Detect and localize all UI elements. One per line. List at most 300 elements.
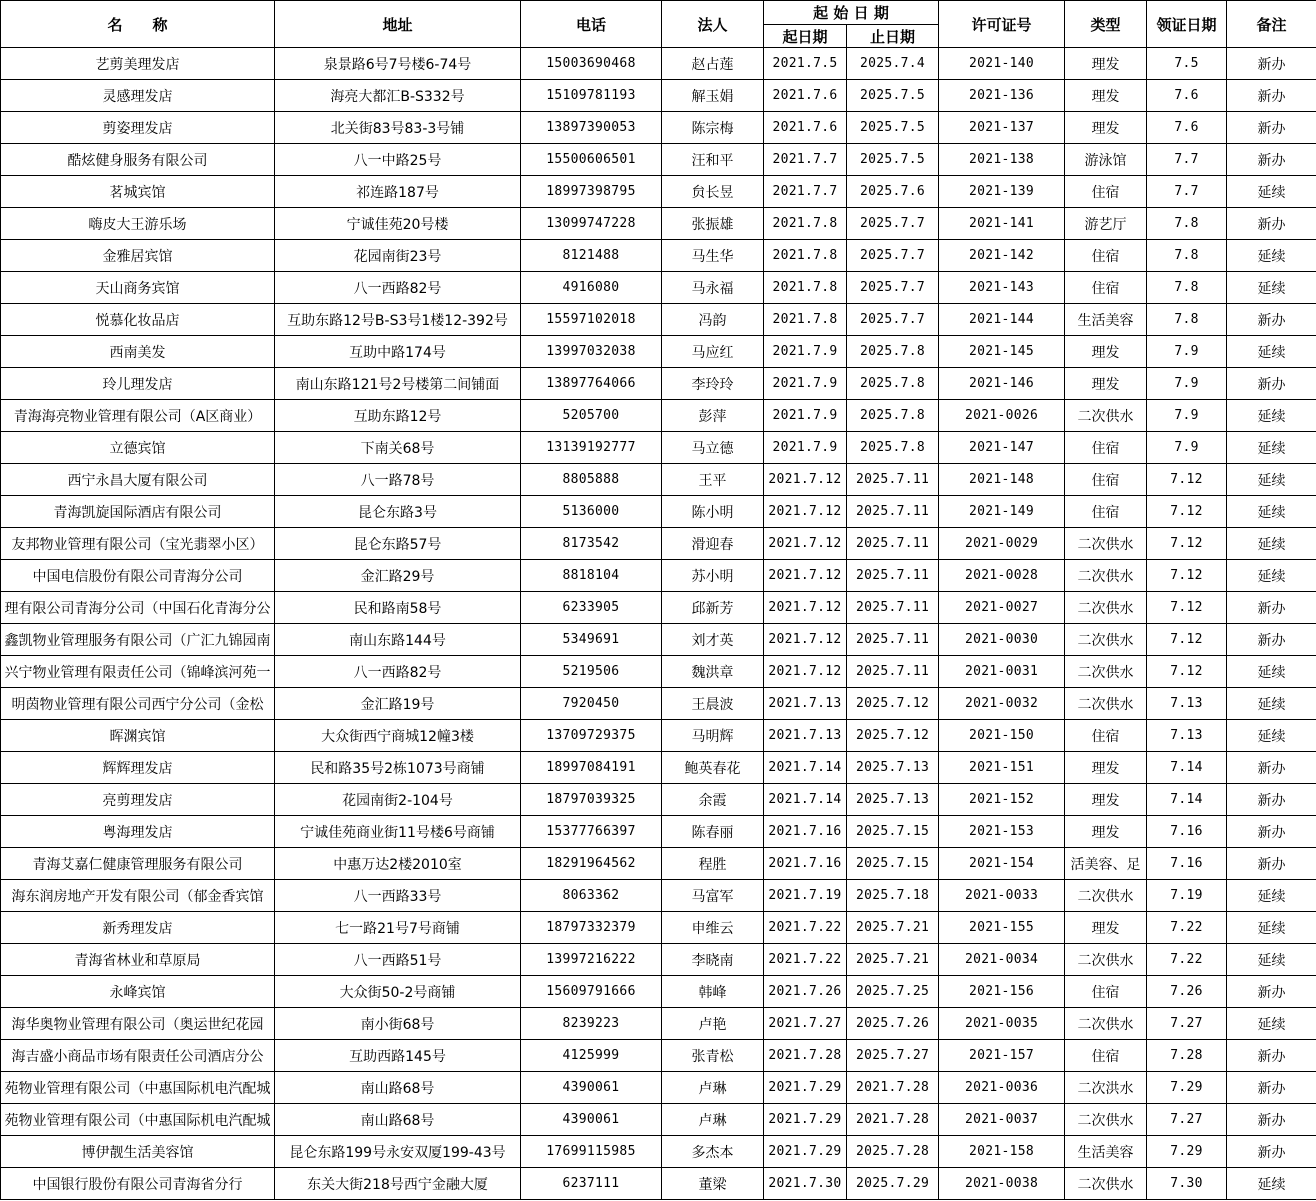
cell-end-date: 2021.7.28 xyxy=(847,1072,939,1104)
table-row xyxy=(1,112,1316,144)
cell-license-number: 2021-0034 xyxy=(939,944,1065,976)
cell-start-date: 2021.7.12 xyxy=(764,560,847,592)
cell-type: 理发 xyxy=(1065,80,1147,112)
header-type: 类型 xyxy=(1065,1,1147,48)
header-start-date: 起日期 xyxy=(764,25,847,48)
cell-legal-person: 马永福 xyxy=(662,272,764,304)
cell-license-number: 2021-140 xyxy=(939,48,1065,80)
header-receive-date: 领证日期 xyxy=(1147,1,1227,48)
cell-type: 住宿 xyxy=(1065,432,1147,464)
cell-remark: 延续 xyxy=(1227,464,1316,496)
cell-phone: 5205700 xyxy=(521,400,662,432)
cell-receive-date: 7.12 xyxy=(1147,496,1227,528)
table-row xyxy=(1,976,1316,1008)
cell-name: 玲儿理发店 xyxy=(1,368,275,400)
cell-address: 南山路68号 xyxy=(275,1072,521,1104)
cell-license-number: 2021-0033 xyxy=(939,880,1065,912)
cell-type: 生活美容 xyxy=(1065,1136,1147,1168)
cell-start-date: 2021.7.12 xyxy=(764,464,847,496)
cell-license-number: 2021-0029 xyxy=(939,528,1065,560)
cell-receive-date: 7.27 xyxy=(1147,1104,1227,1136)
cell-license-number: 2021-158 xyxy=(939,1136,1065,1168)
cell-receive-date: 7.8 xyxy=(1147,304,1227,336)
cell-license-number: 2021-0037 xyxy=(939,1104,1065,1136)
cell-remark: 新办 xyxy=(1227,1136,1316,1168)
cell-legal-person: 赵占莲 xyxy=(662,48,764,80)
cell-name: 西宁永昌大厦有限公司 xyxy=(1,464,275,496)
cell-license-number: 2021-141 xyxy=(939,208,1065,240)
cell-legal-person: 多杰本 xyxy=(662,1136,764,1168)
cell-name: 博伊靓生活美容馆 xyxy=(1,1136,275,1168)
cell-type: 二次供水 xyxy=(1065,880,1147,912)
cell-legal-person: 陈宗梅 xyxy=(662,112,764,144)
cell-legal-person: 李晓南 xyxy=(662,944,764,976)
cell-remark: 延续 xyxy=(1227,336,1316,368)
cell-type: 理发 xyxy=(1065,784,1147,816)
table-body xyxy=(1,48,1316,1200)
cell-type: 住宿 xyxy=(1065,240,1147,272)
cell-receive-date: 7.13 xyxy=(1147,720,1227,752)
cell-type: 二次洪水 xyxy=(1065,1072,1147,1104)
table-row xyxy=(1,1136,1316,1168)
cell-receive-date: 7.29 xyxy=(1147,1136,1227,1168)
cell-phone: 15003690468 xyxy=(521,48,662,80)
cell-address: 大众街50-2号商铺 xyxy=(275,976,521,1008)
cell-name: 灵感理发店 xyxy=(1,80,275,112)
cell-address: 海亮大都汇B-S332号 xyxy=(275,80,521,112)
cell-start-date: 2021.7.26 xyxy=(764,976,847,1008)
cell-remark: 新办 xyxy=(1227,592,1316,624)
cell-address: 南小街68号 xyxy=(275,1008,521,1040)
cell-type: 二次供水 xyxy=(1065,592,1147,624)
cell-phone: 4390061 xyxy=(521,1072,662,1104)
table-row xyxy=(1,368,1316,400)
cell-start-date: 2021.7.9 xyxy=(764,336,847,368)
cell-phone: 15377766397 xyxy=(521,816,662,848)
cell-remark: 延续 xyxy=(1227,240,1316,272)
cell-license-number: 2021-148 xyxy=(939,464,1065,496)
cell-receive-date: 7.7 xyxy=(1147,144,1227,176)
table-row xyxy=(1,912,1316,944)
cell-phone: 13099747228 xyxy=(521,208,662,240)
table-row xyxy=(1,752,1316,784)
cell-name: 立德宾馆 xyxy=(1,432,275,464)
cell-license-number: 2021-157 xyxy=(939,1040,1065,1072)
cell-remark: 新办 xyxy=(1227,368,1316,400)
table-row xyxy=(1,432,1316,464)
cell-address: 昆仑东路199号永安双厦199-43号 xyxy=(275,1136,521,1168)
header-date-range: 起 始 日 期 xyxy=(764,1,939,25)
header-name: 名 称 xyxy=(1,1,275,48)
table-row xyxy=(1,176,1316,208)
cell-remark: 新办 xyxy=(1227,208,1316,240)
cell-license-number: 2021-145 xyxy=(939,336,1065,368)
cell-type: 理发 xyxy=(1065,368,1147,400)
cell-start-date: 2021.7.14 xyxy=(764,784,847,816)
cell-end-date: 2025.7.21 xyxy=(847,944,939,976)
cell-end-date: 2025.7.7 xyxy=(847,208,939,240)
cell-address: 东关大街218号西宁金融大厦 xyxy=(275,1168,521,1200)
table-row xyxy=(1,528,1316,560)
cell-end-date: 2025.7.11 xyxy=(847,528,939,560)
cell-phone: 18291964562 xyxy=(521,848,662,880)
cell-remark: 新办 xyxy=(1227,80,1316,112)
cell-remark: 新办 xyxy=(1227,848,1316,880)
cell-phone: 4390061 xyxy=(521,1104,662,1136)
cell-phone: 8818104 xyxy=(521,560,662,592)
cell-receive-date: 7.16 xyxy=(1147,848,1227,880)
table-row xyxy=(1,656,1316,688)
cell-end-date: 2021.7.28 xyxy=(847,1104,939,1136)
cell-address: 八一西路51号 xyxy=(275,944,521,976)
cell-legal-person: 李玲玲 xyxy=(662,368,764,400)
cell-type: 理发 xyxy=(1065,48,1147,80)
cell-name: 辉辉理发店 xyxy=(1,752,275,784)
cell-legal-person: 刘才英 xyxy=(662,624,764,656)
cell-receive-date: 7.6 xyxy=(1147,112,1227,144)
cell-end-date: 2025.7.15 xyxy=(847,816,939,848)
table-row xyxy=(1,144,1316,176)
cell-remark: 延续 xyxy=(1227,944,1316,976)
cell-end-date: 2025.7.12 xyxy=(847,688,939,720)
cell-type: 住宿 xyxy=(1065,976,1147,1008)
cell-legal-person: 程胜 xyxy=(662,848,764,880)
cell-address: 金汇路19号 xyxy=(275,688,521,720)
cell-address: 大众街西宁商城12幢3楼 xyxy=(275,720,521,752)
cell-name: 青海省林业和草原局 xyxy=(1,944,275,976)
cell-start-date: 2021.7.30 xyxy=(764,1168,847,1200)
cell-phone: 6237111 xyxy=(521,1168,662,1200)
table-row xyxy=(1,80,1316,112)
cell-legal-person: 马应红 xyxy=(662,336,764,368)
cell-remark: 新办 xyxy=(1227,624,1316,656)
cell-end-date: 2025.7.13 xyxy=(847,784,939,816)
cell-start-date: 2021.7.12 xyxy=(764,624,847,656)
cell-address: 民和路35号2栋1073号商铺 xyxy=(275,752,521,784)
cell-legal-person: 彭萍 xyxy=(662,400,764,432)
cell-end-date: 2025.7.11 xyxy=(847,592,939,624)
cell-start-date: 2021.7.19 xyxy=(764,880,847,912)
cell-remark: 延续 xyxy=(1227,432,1316,464)
cell-name: 西南美发 xyxy=(1,336,275,368)
cell-name: 理有限公司青海分公司（中国石化青海分公 xyxy=(1,592,275,624)
cell-start-date: 2021.7.12 xyxy=(764,528,847,560)
cell-type: 活美容、足 xyxy=(1065,848,1147,880)
cell-end-date: 2025.7.11 xyxy=(847,656,939,688)
cell-start-date: 2021.7.9 xyxy=(764,432,847,464)
cell-end-date: 2025.7.26 xyxy=(847,1008,939,1040)
table-row xyxy=(1,880,1316,912)
cell-name: 艺剪美理发店 xyxy=(1,48,275,80)
cell-legal-person: 马富军 xyxy=(662,880,764,912)
cell-type: 住宿 xyxy=(1065,496,1147,528)
header-phone: 电话 xyxy=(521,1,662,48)
cell-address: 八一路78号 xyxy=(275,464,521,496)
table-row xyxy=(1,1040,1316,1072)
cell-address: 金汇路29号 xyxy=(275,560,521,592)
cell-address: 互助东路12号B-S3号1楼12-392号 xyxy=(275,304,521,336)
cell-remark: 延续 xyxy=(1227,176,1316,208)
cell-phone: 8063362 xyxy=(521,880,662,912)
cell-receive-date: 7.29 xyxy=(1147,1072,1227,1104)
cell-legal-person: 卢艳 xyxy=(662,1008,764,1040)
cell-license-number: 2021-0030 xyxy=(939,624,1065,656)
cell-start-date: 2021.7.8 xyxy=(764,208,847,240)
cell-license-number: 2021-142 xyxy=(939,240,1065,272)
cell-address: 互助中路174号 xyxy=(275,336,521,368)
cell-name: 晖渊宾馆 xyxy=(1,720,275,752)
cell-name: 永峰宾馆 xyxy=(1,976,275,1008)
cell-receive-date: 7.8 xyxy=(1147,272,1227,304)
cell-end-date: 2025.7.6 xyxy=(847,176,939,208)
cell-type: 理发 xyxy=(1065,112,1147,144)
cell-start-date: 2021.7.6 xyxy=(764,80,847,112)
cell-end-date: 2025.7.28 xyxy=(847,1136,939,1168)
table-row xyxy=(1,1008,1316,1040)
table-row xyxy=(1,1104,1316,1136)
cell-start-date: 2021.7.12 xyxy=(764,592,847,624)
cell-phone: 8173542 xyxy=(521,528,662,560)
cell-type: 二次供水 xyxy=(1065,688,1147,720)
header-end-date: 止日期 xyxy=(847,25,939,48)
table-row xyxy=(1,272,1316,304)
cell-start-date: 2021.7.29 xyxy=(764,1104,847,1136)
cell-receive-date: 7.12 xyxy=(1147,464,1227,496)
cell-end-date: 2025.7.12 xyxy=(847,720,939,752)
cell-phone: 8805888 xyxy=(521,464,662,496)
cell-phone: 18797332379 xyxy=(521,912,662,944)
cell-receive-date: 7.7 xyxy=(1147,176,1227,208)
cell-remark: 延续 xyxy=(1227,912,1316,944)
cell-license-number: 2021-0027 xyxy=(939,592,1065,624)
table-row xyxy=(1,208,1316,240)
cell-receive-date: 7.12 xyxy=(1147,528,1227,560)
cell-end-date: 2025.7.8 xyxy=(847,432,939,464)
cell-address: 宁诚佳苑20号楼 xyxy=(275,208,521,240)
cell-phone: 4916080 xyxy=(521,272,662,304)
cell-type: 游泳馆 xyxy=(1065,144,1147,176)
cell-phone: 4125999 xyxy=(521,1040,662,1072)
cell-type: 二次供水 xyxy=(1065,656,1147,688)
cell-name: 海吉盛小商品市场有限责任公司酒店分公 xyxy=(1,1040,275,1072)
cell-legal-person: 余霞 xyxy=(662,784,764,816)
cell-phone: 13709729375 xyxy=(521,720,662,752)
cell-remark: 延续 xyxy=(1227,496,1316,528)
cell-end-date: 2025.7.11 xyxy=(847,496,939,528)
cell-remark: 延续 xyxy=(1227,272,1316,304)
cell-receive-date: 7.9 xyxy=(1147,400,1227,432)
cell-end-date: 2025.7.15 xyxy=(847,848,939,880)
cell-license-number: 2021-150 xyxy=(939,720,1065,752)
cell-name: 中国电信股份有限公司青海分公司 xyxy=(1,560,275,592)
cell-license-number: 2021-152 xyxy=(939,784,1065,816)
cell-name: 新秀理发店 xyxy=(1,912,275,944)
cell-remark: 延续 xyxy=(1227,1168,1316,1200)
cell-type: 住宿 xyxy=(1065,1040,1147,1072)
cell-name: 苑物业管理有限公司（中惠国际机电汽配城 xyxy=(1,1072,275,1104)
cell-type: 住宿 xyxy=(1065,272,1147,304)
cell-start-date: 2021.7.7 xyxy=(764,176,847,208)
cell-type: 理发 xyxy=(1065,336,1147,368)
cell-receive-date: 7.9 xyxy=(1147,368,1227,400)
cell-receive-date: 7.22 xyxy=(1147,912,1227,944)
cell-start-date: 2021.7.12 xyxy=(764,496,847,528)
cell-receive-date: 7.5 xyxy=(1147,48,1227,80)
cell-phone: 13897764066 xyxy=(521,368,662,400)
cell-type: 理发 xyxy=(1065,912,1147,944)
cell-start-date: 2021.7.9 xyxy=(764,368,847,400)
cell-license-number: 2021-0038 xyxy=(939,1168,1065,1200)
cell-start-date: 2021.7.9 xyxy=(764,400,847,432)
table-row xyxy=(1,848,1316,880)
cell-type: 二次供水 xyxy=(1065,400,1147,432)
table-row xyxy=(1,1168,1316,1200)
cell-license-number: 2021-155 xyxy=(939,912,1065,944)
table-row xyxy=(1,624,1316,656)
cell-receive-date: 7.22 xyxy=(1147,944,1227,976)
cell-name: 酷炫健身服务有限公司 xyxy=(1,144,275,176)
cell-address: 八一中路25号 xyxy=(275,144,521,176)
cell-address: 互助西路145号 xyxy=(275,1040,521,1072)
cell-legal-person: 韩峰 xyxy=(662,976,764,1008)
cell-name: 青海凯旋国际酒店有限公司 xyxy=(1,496,275,528)
cell-remark: 新办 xyxy=(1227,1104,1316,1136)
cell-type: 二次供水 xyxy=(1065,1168,1147,1200)
cell-receive-date: 7.6 xyxy=(1147,80,1227,112)
cell-legal-person: 苏小明 xyxy=(662,560,764,592)
cell-receive-date: 7.27 xyxy=(1147,1008,1227,1040)
cell-start-date: 2021.7.22 xyxy=(764,944,847,976)
cell-phone: 8121488 xyxy=(521,240,662,272)
cell-remark: 延续 xyxy=(1227,1008,1316,1040)
table-row xyxy=(1,240,1316,272)
cell-legal-person: 张青松 xyxy=(662,1040,764,1072)
cell-license-number: 2021-0026 xyxy=(939,400,1065,432)
cell-receive-date: 7.14 xyxy=(1147,784,1227,816)
cell-phone: 5219506 xyxy=(521,656,662,688)
cell-phone: 13997032038 xyxy=(521,336,662,368)
cell-phone: 5349691 xyxy=(521,624,662,656)
table-row xyxy=(1,48,1316,80)
cell-legal-person: 邱新芳 xyxy=(662,592,764,624)
cell-legal-person: 申维云 xyxy=(662,912,764,944)
cell-phone: 13897390053 xyxy=(521,112,662,144)
cell-remark: 新办 xyxy=(1227,1040,1316,1072)
cell-remark: 新办 xyxy=(1227,784,1316,816)
cell-remark: 新办 xyxy=(1227,144,1316,176)
cell-end-date: 2025.7.8 xyxy=(847,400,939,432)
cell-receive-date: 7.12 xyxy=(1147,560,1227,592)
cell-address: 花园南街23号 xyxy=(275,240,521,272)
cell-receive-date: 7.9 xyxy=(1147,336,1227,368)
cell-license-number: 2021-143 xyxy=(939,272,1065,304)
cell-name: 粤海理发店 xyxy=(1,816,275,848)
header-remark: 备注 xyxy=(1227,1,1316,48)
cell-address: 互助东路12号 xyxy=(275,400,521,432)
table-row xyxy=(1,720,1316,752)
cell-start-date: 2021.7.6 xyxy=(764,112,847,144)
cell-start-date: 2021.7.12 xyxy=(764,656,847,688)
cell-phone: 15500606501 xyxy=(521,144,662,176)
cell-name: 苑物业管理有限公司（中惠国际机电汽配城 xyxy=(1,1104,275,1136)
cell-license-number: 2021-0036 xyxy=(939,1072,1065,1104)
cell-receive-date: 7.26 xyxy=(1147,976,1227,1008)
cell-remark: 延续 xyxy=(1227,560,1316,592)
cell-name: 海华奥物业管理有限公司（奥运世纪花园 xyxy=(1,1008,275,1040)
table-row xyxy=(1,496,1316,528)
cell-address: 北关街83号83-3号铺 xyxy=(275,112,521,144)
cell-type: 生活美容 xyxy=(1065,304,1147,336)
cell-type: 住宿 xyxy=(1065,720,1147,752)
cell-address: 八一西路82号 xyxy=(275,272,521,304)
cell-phone: 15609791666 xyxy=(521,976,662,1008)
cell-start-date: 2021.7.27 xyxy=(764,1008,847,1040)
cell-name: 茗城宾馆 xyxy=(1,176,275,208)
cell-end-date: 2025.7.18 xyxy=(847,880,939,912)
cell-legal-person: 卢琳 xyxy=(662,1072,764,1104)
cell-legal-person: 董梁 xyxy=(662,1168,764,1200)
cell-license-number: 2021-0032 xyxy=(939,688,1065,720)
cell-receive-date: 7.30 xyxy=(1147,1168,1227,1200)
cell-license-number: 2021-156 xyxy=(939,976,1065,1008)
cell-type: 二次供水 xyxy=(1065,944,1147,976)
cell-end-date: 2025.7.4 xyxy=(847,48,939,80)
table-header xyxy=(1,1,1316,48)
cell-address: 祁连路187号 xyxy=(275,176,521,208)
cell-phone: 13997216222 xyxy=(521,944,662,976)
cell-end-date: 2025.7.21 xyxy=(847,912,939,944)
cell-legal-person: 滑迎春 xyxy=(662,528,764,560)
cell-phone: 8239223 xyxy=(521,1008,662,1040)
table-row xyxy=(1,336,1316,368)
cell-start-date: 2021.7.22 xyxy=(764,912,847,944)
cell-start-date: 2021.7.29 xyxy=(764,1072,847,1104)
header-license-number: 许可证号 xyxy=(939,1,1065,48)
cell-end-date: 2025.7.7 xyxy=(847,240,939,272)
cell-address: 泉景路6号7号楼6-74号 xyxy=(275,48,521,80)
cell-address: 民和路南58号 xyxy=(275,592,521,624)
cell-name: 兴宁物业管理有限责任公司（锦峰滨河苑一 xyxy=(1,656,275,688)
cell-phone: 18797039325 xyxy=(521,784,662,816)
cell-legal-person: 王晨波 xyxy=(662,688,764,720)
cell-legal-person: 马明辉 xyxy=(662,720,764,752)
cell-type: 二次供水 xyxy=(1065,624,1147,656)
cell-license-number: 2021-0028 xyxy=(939,560,1065,592)
cell-remark: 新办 xyxy=(1227,48,1316,80)
cell-start-date: 2021.7.13 xyxy=(764,688,847,720)
cell-remark: 延续 xyxy=(1227,528,1316,560)
cell-end-date: 2025.7.8 xyxy=(847,336,939,368)
table-row xyxy=(1,1072,1316,1104)
cell-legal-person: 魏洪章 xyxy=(662,656,764,688)
cell-end-date: 2025.7.5 xyxy=(847,80,939,112)
cell-legal-person: 张振雄 xyxy=(662,208,764,240)
cell-start-date: 2021.7.16 xyxy=(764,816,847,848)
cell-name: 金雅居宾馆 xyxy=(1,240,275,272)
cell-receive-date: 7.12 xyxy=(1147,624,1227,656)
cell-address: 南山东路121号2号楼第二间铺面 xyxy=(275,368,521,400)
cell-start-date: 2021.7.28 xyxy=(764,1040,847,1072)
table-row xyxy=(1,688,1316,720)
cell-type: 住宿 xyxy=(1065,464,1147,496)
cell-start-date: 2021.7.8 xyxy=(764,304,847,336)
table-row xyxy=(1,784,1316,816)
cell-start-date: 2021.7.16 xyxy=(764,848,847,880)
cell-name: 亮剪理发店 xyxy=(1,784,275,816)
cell-type: 二次供水 xyxy=(1065,528,1147,560)
cell-type: 理发 xyxy=(1065,752,1147,784)
cell-receive-date: 7.8 xyxy=(1147,208,1227,240)
